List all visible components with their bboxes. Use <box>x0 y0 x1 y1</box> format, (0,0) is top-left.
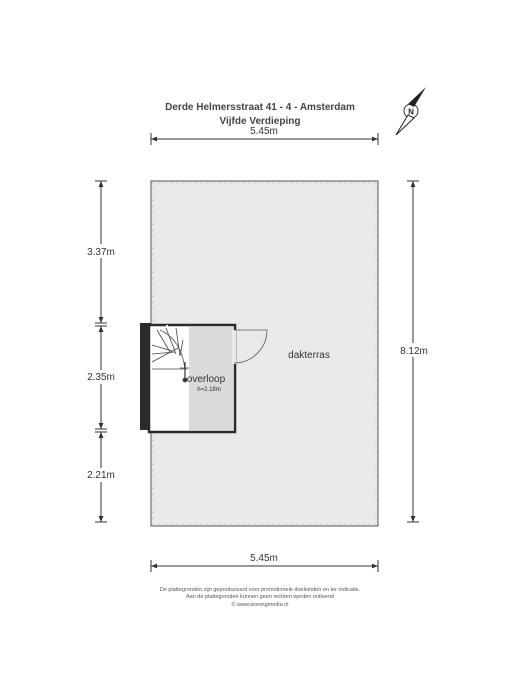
landing-height: h=2.18m <box>197 387 221 393</box>
dimension-bottom <box>151 553 378 572</box>
terrace-label: dakterras <box>288 350 330 361</box>
dimension-right <box>396 181 432 522</box>
footer-disclaimer <box>0 587 520 609</box>
compass-icon <box>396 87 426 135</box>
footer-line-2: Aan de plattegronden kunnen geen rechten worden ontleend <box>185 594 334 601</box>
dimension-top-label: 5.45m <box>250 126 278 137</box>
dimension-left <box>80 181 116 522</box>
landing-label: overloop <box>186 374 226 385</box>
compass-label: N <box>408 107 414 117</box>
dimension-left-middle-label: 2.35m <box>87 372 115 383</box>
dimension-top <box>151 126 378 145</box>
plan-address: Derde Helmersstraat 41 - 4 - Amsterdam <box>165 102 355 113</box>
plan-floor: Vijfde Verdieping <box>219 116 301 127</box>
footer-line-3: © www.woningmedia.nl <box>231 601 289 608</box>
dimension-left-lower-label: 2.21m <box>87 470 115 481</box>
dimension-left-upper-label: 3.37m <box>87 247 115 258</box>
dimension-bottom-label: 5.45m <box>250 553 278 564</box>
dimension-right-label: 8.12m <box>400 346 428 357</box>
footer-line-1: De plattegronden zijn geproduceerd voor promotionele doeleinden en ter indicatie. <box>159 587 361 593</box>
